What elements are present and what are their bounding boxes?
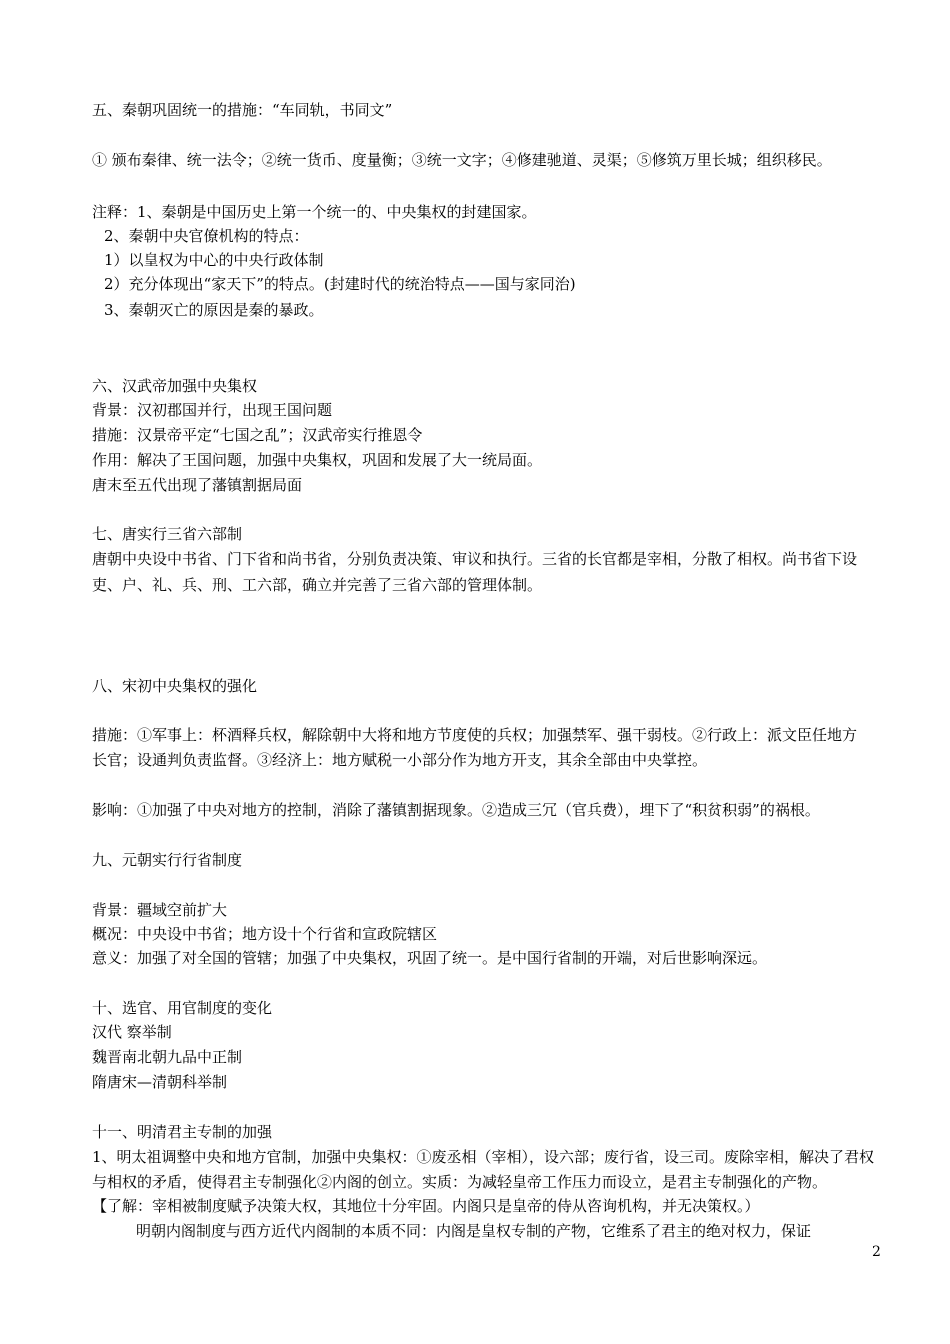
page-number: 2	[872, 1244, 881, 1260]
section-10-item-3: 隋唐宋—清朝科举制	[92, 1073, 228, 1091]
section-5-measures: ① 颁布秦律、统一法令；②统一货币、度量衡；③统一文字；④修建驰道、灵渠；⑤修筑万里长城；组织移民。	[92, 151, 832, 169]
section-5-note-2b: 2）充分体现出“家天下”的特点。(封建时代的统治特点——国与家同治)	[104, 275, 576, 293]
section-7-title: 七、唐实行三省六部制	[92, 525, 243, 543]
section-9-meaning: 意义：加强了对全国的管辖；加强了中央集权，巩固了统一。是中国行省制的开端，对后世影响深远。	[92, 949, 768, 967]
section-6-background: 背景：汉初郡国并行，出现王国问题	[92, 401, 333, 419]
section-5-title: 五、秦朝巩固统一的措施：“车同轨，书同文”	[92, 101, 393, 119]
section-11-line-1: 1、明太祖调整中央和地方官制，加强中央集权：①废丞相（宰相），设六部；废行省，设三司。废除宰相，解决了君权	[92, 1148, 875, 1166]
section-8-title: 八、宋初中央集权的强化	[92, 677, 258, 695]
section-5-note-3: 3、秦朝灭亡的原因是秦的暴政。	[104, 301, 324, 319]
section-7-line-2: 吏、户、礼、兵、刑、工六部，确立并完善了三省六部的管理体制。	[92, 576, 543, 594]
section-6-title: 六、汉武帝加强中央集权	[92, 377, 258, 395]
section-7-line-1: 唐朝中央设中书省、门下省和尚书省，分别负责决策、审议和执行。三省的长官都是宰相，分散了相权。尚书省下设	[92, 550, 858, 568]
section-10-item-1: 汉代 察举制	[92, 1023, 172, 1041]
section-8-measures-2: 长官；设通判负责监督。③经济上：地方赋税一小部分作为地方开支，其余全部由中央掌控。	[92, 751, 708, 769]
section-6-effect: 作用：解决了王国问题，加强中央集权，巩固和发展了大一统局面。	[92, 451, 543, 469]
section-8-impact: 影响：①加强了中央对地方的控制，消除了藩镇割据现象。②造成三冗（官兵费），埋下了“积贫积弱”的祸根。	[92, 801, 820, 819]
section-11-line-3: 【了解：宰相被制度赋予决策大权，其地位十分牢固。内阁只是皇帝的侍从咨询机构，并无决策权。）	[92, 1197, 760, 1215]
section-5-note-2a: 1）以皇权为中心的中央行政体制	[104, 251, 324, 269]
section-11-title: 十一、明清君主专制的加强	[92, 1123, 273, 1141]
section-6-measures: 措施：汉景帝平定“七国之乱”；汉武帝实行推恩令	[92, 426, 423, 444]
section-9-title: 九、元朝实行行省制度	[92, 851, 243, 869]
section-5-note-2: 2、秦朝中央官僚机构的特点：	[104, 227, 309, 245]
section-10-title: 十、选官、用官制度的变化	[92, 999, 273, 1017]
section-8-measures-1: 措施：①军事上：杯酒释兵权，解除朝中大将和地方节度使的兵权；加强禁军、强干弱枝。②行政上：派文臣任地方	[92, 726, 858, 744]
section-11-line-2: 与相权的矛盾，使得君主专制强化②内阁的创立。实质：为减轻皇帝工作压力而设立，是君主专制强化的产物。	[92, 1173, 828, 1191]
section-11-line-4: 明朝内阁制度与西方近代内阁制的本质不同：内阁是皇权专制的产物，它维系了君主的绝对权力，保证	[136, 1222, 812, 1240]
section-10-item-2: 魏晋南北朝九品中正制	[92, 1048, 243, 1066]
section-9-overview: 概况：中央设中书省；地方设十个行省和宣政院辖区	[92, 925, 438, 943]
section-9-background: 背景：疆域空前扩大	[92, 901, 228, 919]
section-6-extra: 唐末至五代出现了藩镇割据局面	[92, 476, 303, 494]
section-5-note-1: 注释：1、秦朝是中国历史上第一个统一的、中央集权的封建国家。	[92, 203, 537, 221]
